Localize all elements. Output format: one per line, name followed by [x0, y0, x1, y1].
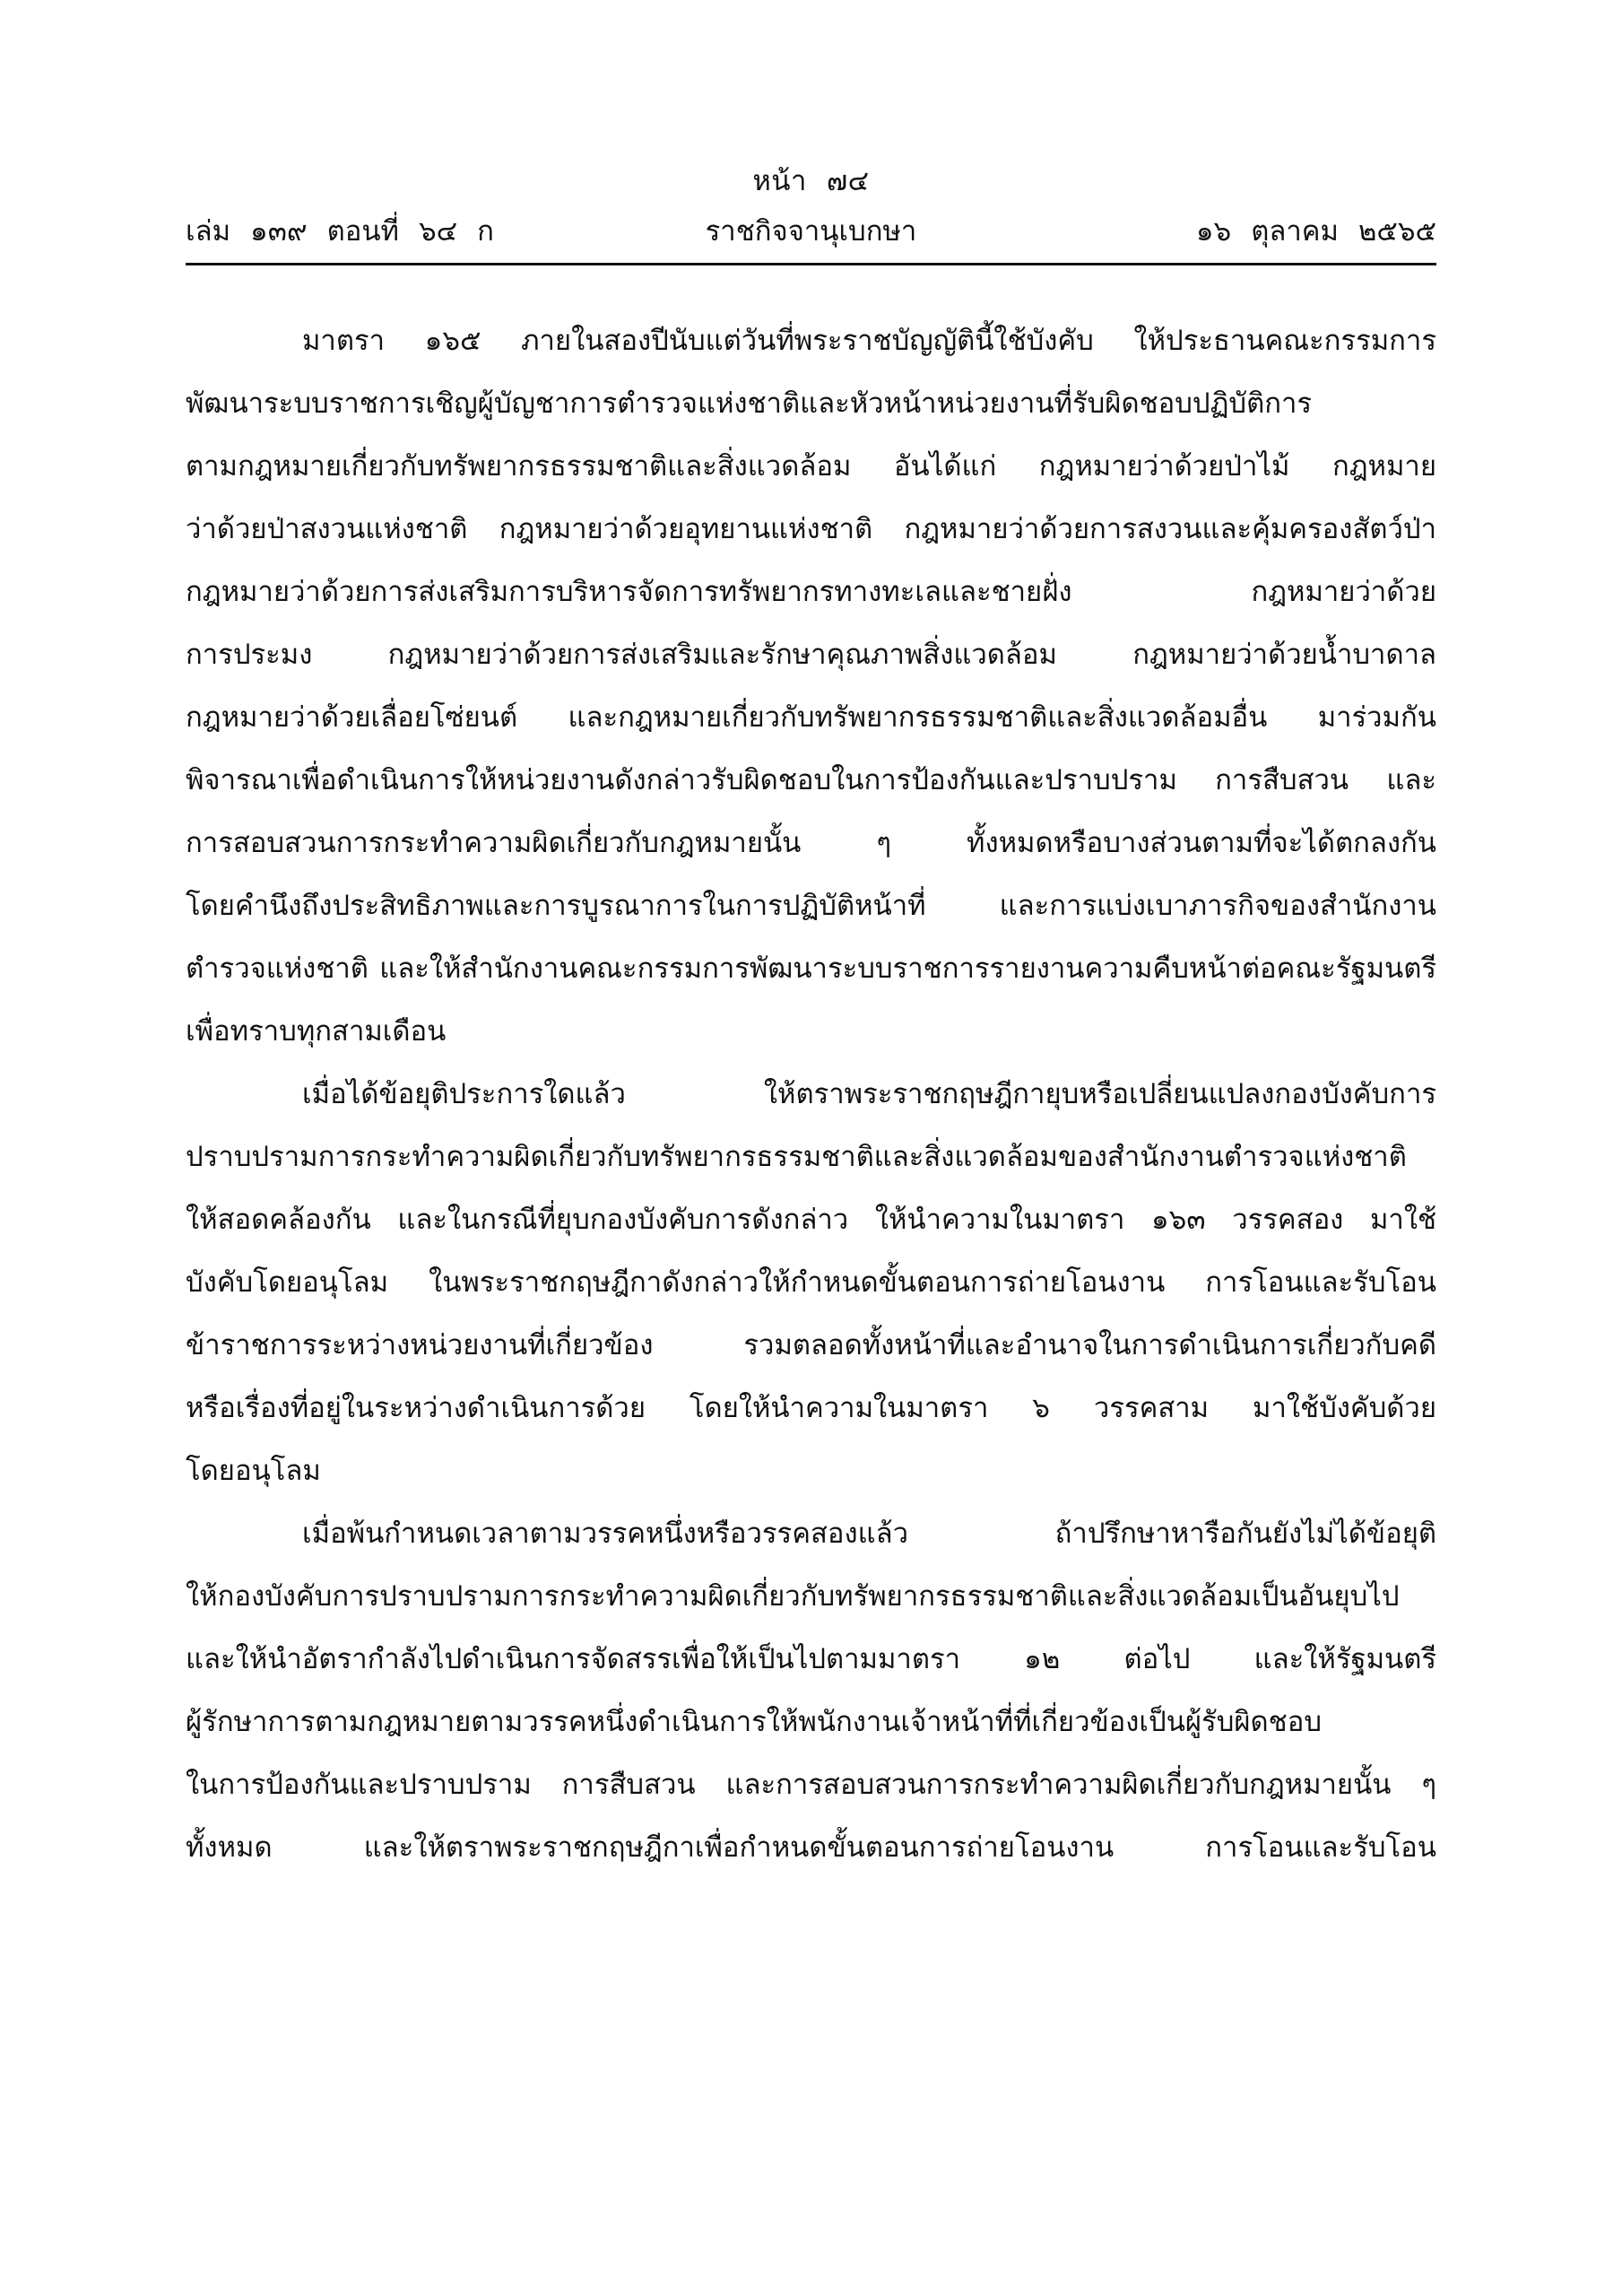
body-line: กฎหมายว่าด้วยการส่งเสริมการบริหารจัดการทรัพยากรทางทะเลและชายฝั่ง กฎหมายว่าด้วย [186, 576, 1436, 608]
body-line: โดยอนุโลม [186, 1455, 321, 1487]
body-line: หรือเรื่องที่อยู่ในระหว่างดำเนินการด้วย โดยให้นำความในมาตรา ๖ วรรคสาม มาใช้บังคับด้วย [186, 1392, 1436, 1424]
publication-title: ราชกิจจานุเบกษา [705, 215, 917, 248]
body-line: เมื่อได้ข้อยุติประการใดแล้ว ให้ตราพระราชกฤษฎีกายุบหรือเปลี่ยนแปลงกองบังคับการ [302, 1078, 1436, 1110]
body-line: ข้าราชการระหว่างหน่วยงานที่เกี่ยวข้อง รวมตลอดทั้งหน้าที่และอำนาจในการดำเนินการเกี่ยวกับคดี [186, 1329, 1436, 1361]
body-line: บังคับโดยอนุโลม ในพระราชกฤษฎีกาดังกล่าวให้กำหนดขั้นตอนการถ่ายโอนงาน การโอนและรับโอน [186, 1266, 1436, 1299]
date-day: ๑๖ [1195, 215, 1232, 248]
volume-number: ๑๓๙ [250, 215, 308, 248]
page-number-value: ๗๔ [826, 165, 870, 197]
body-line: ตำรวจแห่งชาติ และให้สำนักงานคณะกรรมการพัฒนาระบบราชการรายงานความคืบหน้าต่อคณะรัฐมนตรี [186, 952, 1436, 985]
section-letter: ก [477, 215, 494, 248]
header-divider [186, 263, 1436, 265]
running-header [186, 212, 1436, 251]
body-line: พัฒนาระบบราชการเชิญผู้บัญชาการตำรวจแห่งชาติและหัวหน้าหน่วยงานที่รับผิดชอบปฏิบัติการ [186, 387, 1313, 420]
body-line: ให้สอดคล้องกัน และในกรณีที่ยุบกองบังคับการดังกล่าว ให้นำความในมาตรา ๑๖๓ วรรคสอง มาใช้ [186, 1204, 1436, 1236]
body-line: กฎหมายว่าด้วยเลื่อยโซ่ยนต์ และกฎหมายเกี่ยวกับทรัพยากรธรรมชาติและสิ่งแวดล้อมอื่น มาร่วมกัน [186, 701, 1436, 734]
body-line: ปราบปรามการกระทำความผิดเกี่ยวกับทรัพยากรธรรมชาติและสิ่งแวดล้อมของสำนักงานตำรวจแห่งชาติ [186, 1141, 1407, 1173]
body-line: ว่าด้วยป่าสงวนแห่งชาติ กฎหมายว่าด้วยอุทยานแห่งชาติ กฎหมายว่าด้วยการสงวนและคุ้มครองสัตว์ป่า [186, 513, 1436, 545]
body-line: การสอบสวนการกระทำความผิดเกี่ยวกับกฎหมายนั้น ๆ ทั้งหมดหรือบางส่วนตามที่จะได้ตกลงกัน [186, 827, 1436, 859]
body-line: พิจารณาเพื่อดำเนินการให้หน่วยงานดังกล่าวรับผิดชอบในการป้องกันและปราบปราม การสืบสวน และ [186, 764, 1436, 796]
body-line: ให้กองบังคับการปราบปรามการกระทำความผิดเกี่ยวกับทรัพยากรธรรมชาติและสิ่งแวดล้อมเป็นอันยุบไป [186, 1580, 1400, 1613]
body-line: เมื่อพ้นกำหนดเวลาตามวรรคหนึ่งหรือวรรคสองแล้ว ถ้าปรึกษาหารือกันยังไม่ได้ข้อยุติ [302, 1518, 1436, 1550]
body-line: ทั้งหมด และให้ตราพระราชกฤษฎีกาเพื่อกำหนดขั้นตอนการถ่ายโอนงาน การโอนและรับโอน [186, 1831, 1436, 1864]
page-number [186, 163, 1436, 199]
section-number: ๖๔ [419, 215, 458, 248]
body-line: ในการป้องกันและปราบปราม การสืบสวน และการสอบสวนการกระทำความผิดเกี่ยวกับกฎหมายนั้น ๆ [186, 1769, 1436, 1801]
publication-date [1176, 212, 1436, 251]
volume-label: เล่ม [186, 215, 231, 248]
page-label: หน้า [752, 165, 807, 197]
document-body [186, 309, 1436, 1879]
section-label: ตอนที่ [326, 215, 399, 248]
body-line: การประมง กฎหมายว่าด้วยการส่งเสริมและรักษาคุณภาพสิ่งแวดล้อม กฎหมายว่าด้วยน้ำบาดาล [186, 639, 1436, 671]
body-line: เพื่อทราบทุกสามเดือน [186, 1015, 447, 1048]
body-line: ผู้รักษาการตามกฎหมายตามวรรคหนึ่งดำเนินการให้พนักงานเจ้าหน้าที่ที่เกี่ยวข้องเป็นผู้รับผิดชอบ [186, 1706, 1323, 1738]
date-month: ตุลาคม [1251, 215, 1339, 248]
body-line: และให้นำอัตรากำลังไปดำเนินการจัดสรรเพื่อให้เป็นไปตามมาตรา ๑๒ ต่อไป และให้รัฐมนตรี [186, 1643, 1436, 1675]
body-line: ตามกฎหมายเกี่ยวกับทรัพยากรธรรมชาติและสิ่งแวดล้อม อันได้แก่ กฎหมายว่าด้วยป่าไม้ กฎหมาย [186, 450, 1436, 483]
date-year: ๒๕๖๕ [1357, 215, 1436, 248]
body-line: โดยคำนึงถึงประสิทธิภาพและการบูรณาการในการปฏิบัติหน้าที่ และการแบ่งเบาภารกิจของสำนักงาน [186, 890, 1436, 922]
body-line: มาตรา ๑๖๕ ภายในสองปีนับแต่วันที่พระราชบัญญัตินี้ใช้บังคับ ให้ประธานคณะกรรมการ [302, 325, 1436, 357]
